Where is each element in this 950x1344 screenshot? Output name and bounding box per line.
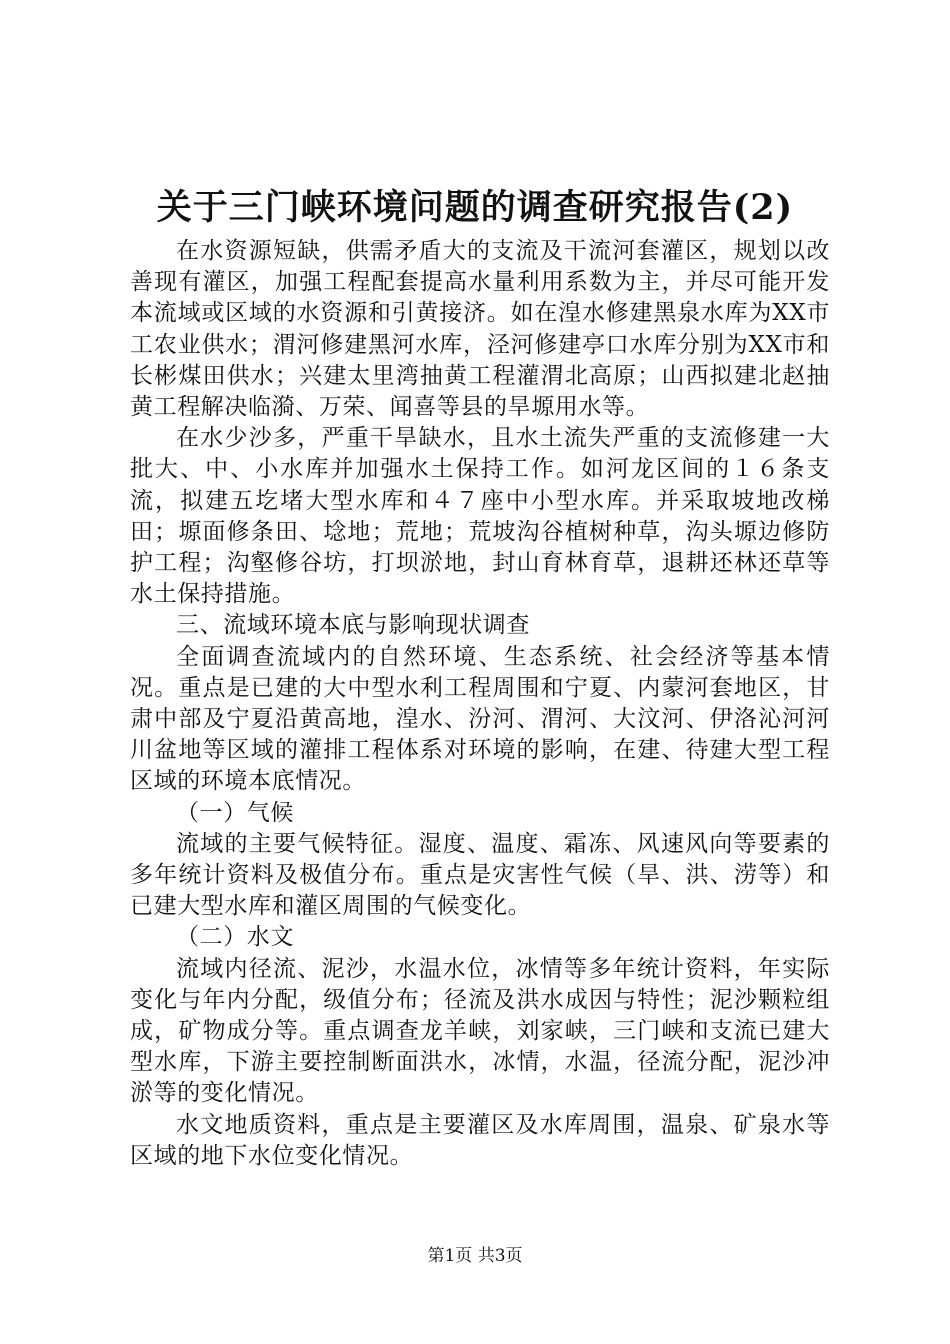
paragraph-survey-scope: 全面调查流域内的自然环境、生态系统、社会经济等基本情况。重点是已建的大中型水利工程周围和宁夏、内蒙河套地区，甘肃中部及宁夏沿黄高地，湟水、汾河、渭河、大汶河、伊洛沁河河川盆地等区域的灌排工程体系对环境的影响，在建、待建大型工程区域的环境本底情况。 [130,643,830,795]
document-title: 关于三门峡环境问题的调查研究报告(2) [156,187,794,228]
paragraph-water-shortage: 在水资源短缺，供需矛盾大的支流及干流河套灌区，规划以改善现有灌区，加强工程配套提高水量利用系数为主，并尽可能开发本流域或区域的水资源和引黄接济。如在湟水修建黑泉水库为XX市工农业供水；渭河修建黑河水库，泾河修建亭口水库分别为XX市和长彬煤田供水；兴建太里湾抽黄工程灌渭北高原；山西拟建北赵抽黄工程解决临漪、万荣、闻喜等县的旱塬用水等。 [130,238,830,421]
subheading-hydrology: （二）水文 [176,924,294,951]
paragraph-hydrology: 流域内径流、泥沙，水温水位，冰情等多年统计资料，年实际变化与年内分配，级值分布；径流及洪水成因与特性；泥沙颗粒组成，矿物成分等。重点调查龙羊峡，刘家峡，三门峡和支流已建大型水库，下游主要控制断面洪水，冰情，水温，径流分配，泥沙冲淤等的变化情况。 [130,955,830,1107]
paragraph-soil-conservation: 在水少沙多，严重干旱缺水，且水土流失严重的支流修建一大批大、中、小水库并加强水土保持工作。如河龙区间的１６条支流，拟建五圪堵大型水库和４７座中小型水库。并采取坡地改梯田；塬面修条田、埝地；荒地；荒坡沟谷植树种草，沟头塬边修防护工程；沟壑修谷坊，打坝淤地，封山育林育草，退耕还林还草等水土保持措施。 [130,425,830,608]
section-heading-environment-survey: 三、流域环境本底与影响现状调查 [176,612,530,639]
subheading-climate: （一）气候 [176,799,294,826]
paragraph-climate: 流域的主要气候特征。湿度、温度、霜冻、风速风向等要素的多年统计资料及极值分布。重点是灾害性气候（旱、洪、涝等）和已建大型水库和灌区周围的气候变化。 [130,830,830,920]
document-body [130,236,830,1172]
page-footer: 第1页 共3页 [427,1246,523,1266]
paragraph-hydrogeology: 水文地质资料，重点是主要灌区及水库周围，温泉、矿泉水等区域的地下水位变化情况。 [130,1111,830,1169]
